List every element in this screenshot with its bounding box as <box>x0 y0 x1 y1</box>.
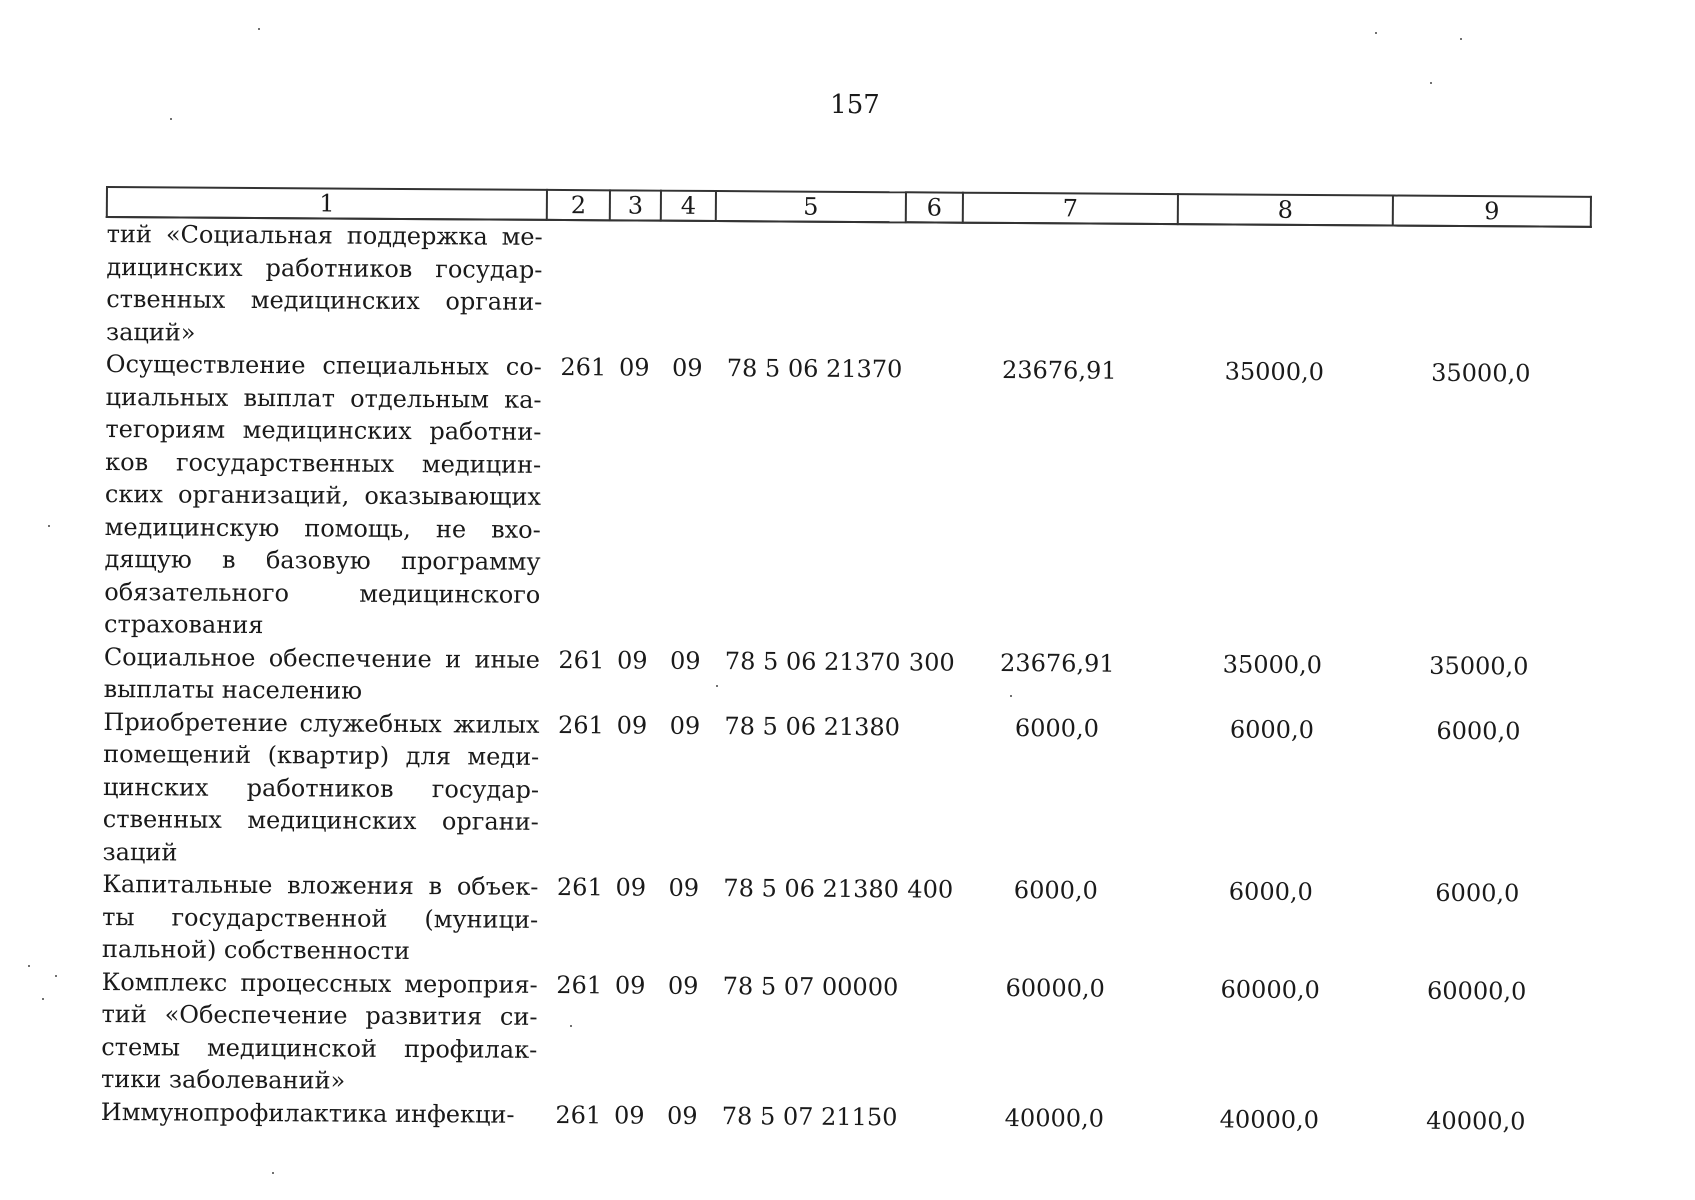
scan-speck <box>258 28 260 30</box>
table-row <box>104 348 1590 650</box>
row-col-3: 09 <box>616 645 648 675</box>
row-col-3: 09 <box>618 353 650 382</box>
row-col-3: 09 <box>614 970 646 1000</box>
row-col-7: 6000,0 <box>1013 876 1098 905</box>
row-col-6 <box>903 353 962 646</box>
row-col-8: 6000,0 <box>1228 877 1313 907</box>
table-row <box>101 965 1586 1105</box>
row-col-7: 6000,0 <box>1014 713 1100 743</box>
row-col-4 <box>660 221 716 352</box>
row-col-3 <box>609 220 661 351</box>
row-col-7: 40000,0 <box>1004 1103 1105 1133</box>
table-row <box>102 868 1587 975</box>
scan-speck <box>1430 82 1432 84</box>
page-number: 157 <box>830 90 880 120</box>
row-col-2: 261 <box>556 970 603 999</box>
row-col-4: 09 <box>671 353 703 382</box>
row-col-7: 60000,0 <box>1005 973 1105 1003</box>
scan-speck <box>272 1172 274 1174</box>
row-col-9: 35000,0 <box>1429 651 1529 680</box>
budget-table-sheet <box>100 186 1592 1138</box>
row-col-3: 09 <box>613 1100 645 1130</box>
row-name: Комплекс процессных мероприятий «Обеспечение развития системы медицинской профилактики заболеваний» <box>100 967 538 1095</box>
row-col-5: 78 5 06 21380 <box>723 874 900 904</box>
row-name: Капитальные вложения в объекты государственной (муниципальной) собственности <box>101 869 539 966</box>
column-header: 2 <box>547 190 610 220</box>
row-col-8 <box>1177 224 1393 356</box>
row-col-2: 261 <box>556 873 603 902</box>
row-col-4: 09 <box>666 1101 698 1130</box>
table-row <box>102 705 1587 877</box>
row-col-8: 60000,0 <box>1220 974 1320 1004</box>
row-col-5 <box>715 221 906 353</box>
row-col-6 <box>900 971 958 1101</box>
row-col-4: 09 <box>667 971 699 1000</box>
row-name: Социальное обеспечение и иные выплаты населению <box>103 642 540 705</box>
row-col-9: 35000,0 <box>1431 358 1531 388</box>
row-col-8: 35000,0 <box>1224 357 1325 387</box>
row-col-4: 09 <box>668 873 700 902</box>
row-col-9: 6000,0 <box>1435 878 1520 908</box>
row-col-3: 09 <box>615 873 647 902</box>
column-header: 3 <box>610 190 661 220</box>
column-header: 4 <box>661 191 716 221</box>
row-col-8: 6000,0 <box>1229 714 1314 744</box>
table-row <box>106 217 1591 358</box>
row-col-9 <box>1392 226 1591 358</box>
scan-speck <box>170 118 172 120</box>
row-col-6 <box>905 222 963 353</box>
scan-speck <box>1010 695 1012 697</box>
row-col-5: 78 5 07 00000 <box>722 971 899 1001</box>
row-col-6 <box>900 1101 957 1134</box>
column-header: 5 <box>716 191 906 222</box>
row-col-2: 261 <box>558 645 605 674</box>
row-col-3: 09 <box>616 710 648 740</box>
table-body <box>101 217 1591 1138</box>
row-name: Иммунопрофилактика инфекци- <box>100 1097 515 1129</box>
scan-speck <box>570 1025 572 1027</box>
row-col-7: 23676,91 <box>1000 648 1115 678</box>
row-col-8: 35000,0 <box>1222 649 1323 679</box>
row-col-6 <box>901 711 959 874</box>
row-col-9: 60000,0 <box>1426 976 1527 1005</box>
row-col-2 <box>546 220 610 351</box>
row-col-4: 09 <box>669 646 701 675</box>
column-header: 8 <box>1178 194 1393 225</box>
column-header: 7 <box>963 193 1178 224</box>
scan-speck <box>42 998 44 1000</box>
row-col-7: 23676,91 <box>1001 355 1117 385</box>
budget-table <box>100 186 1592 1138</box>
row-col-5: 78 5 06 21380 <box>724 711 901 741</box>
scan-speck <box>1375 32 1377 34</box>
row-name: тий «Социальная поддержка медицинских работников государственных медицинских организаций» <box>105 220 543 347</box>
scan-speck <box>28 965 30 967</box>
row-col-5: 78 5 06 21370 <box>726 354 903 384</box>
row-col-6: 300 <box>908 647 955 677</box>
column-header: 9 <box>1393 196 1591 227</box>
scan-speck <box>55 975 57 977</box>
column-header: 6 <box>906 192 963 222</box>
row-col-9: 40000,0 <box>1426 1106 1526 1135</box>
row-col-5: 78 5 06 21370 <box>724 646 901 676</box>
row-col-4: 09 <box>669 711 701 740</box>
row-col-8: 40000,0 <box>1219 1104 1320 1134</box>
row-name: Приобретение служебных жилых помещений (квартир) для медицинских работников государственных медицинских организаций <box>102 707 540 866</box>
row-col-2: 261 <box>555 1100 602 1129</box>
row-col-9: 6000,0 <box>1436 716 1521 745</box>
scan-speck <box>1460 38 1462 40</box>
row-col-2: 261 <box>557 710 604 739</box>
scan-speck <box>716 685 718 687</box>
row-col-6: 400 <box>907 875 954 904</box>
row-col-5: 78 5 07 21150 <box>721 1101 898 1131</box>
column-header: 1 <box>107 187 547 220</box>
scan-speck <box>48 525 50 527</box>
table-row <box>104 640 1588 715</box>
row-col-7 <box>962 223 1178 355</box>
row-name: Осуществление специальных социальных выплат отдельным категориям медицинских работников государственных медицинских организаций, оказывающих медицинскую помощь, не входящую в базовую программу обязательного медицинского страхования <box>104 350 542 640</box>
row-col-2: 261 <box>560 353 607 382</box>
